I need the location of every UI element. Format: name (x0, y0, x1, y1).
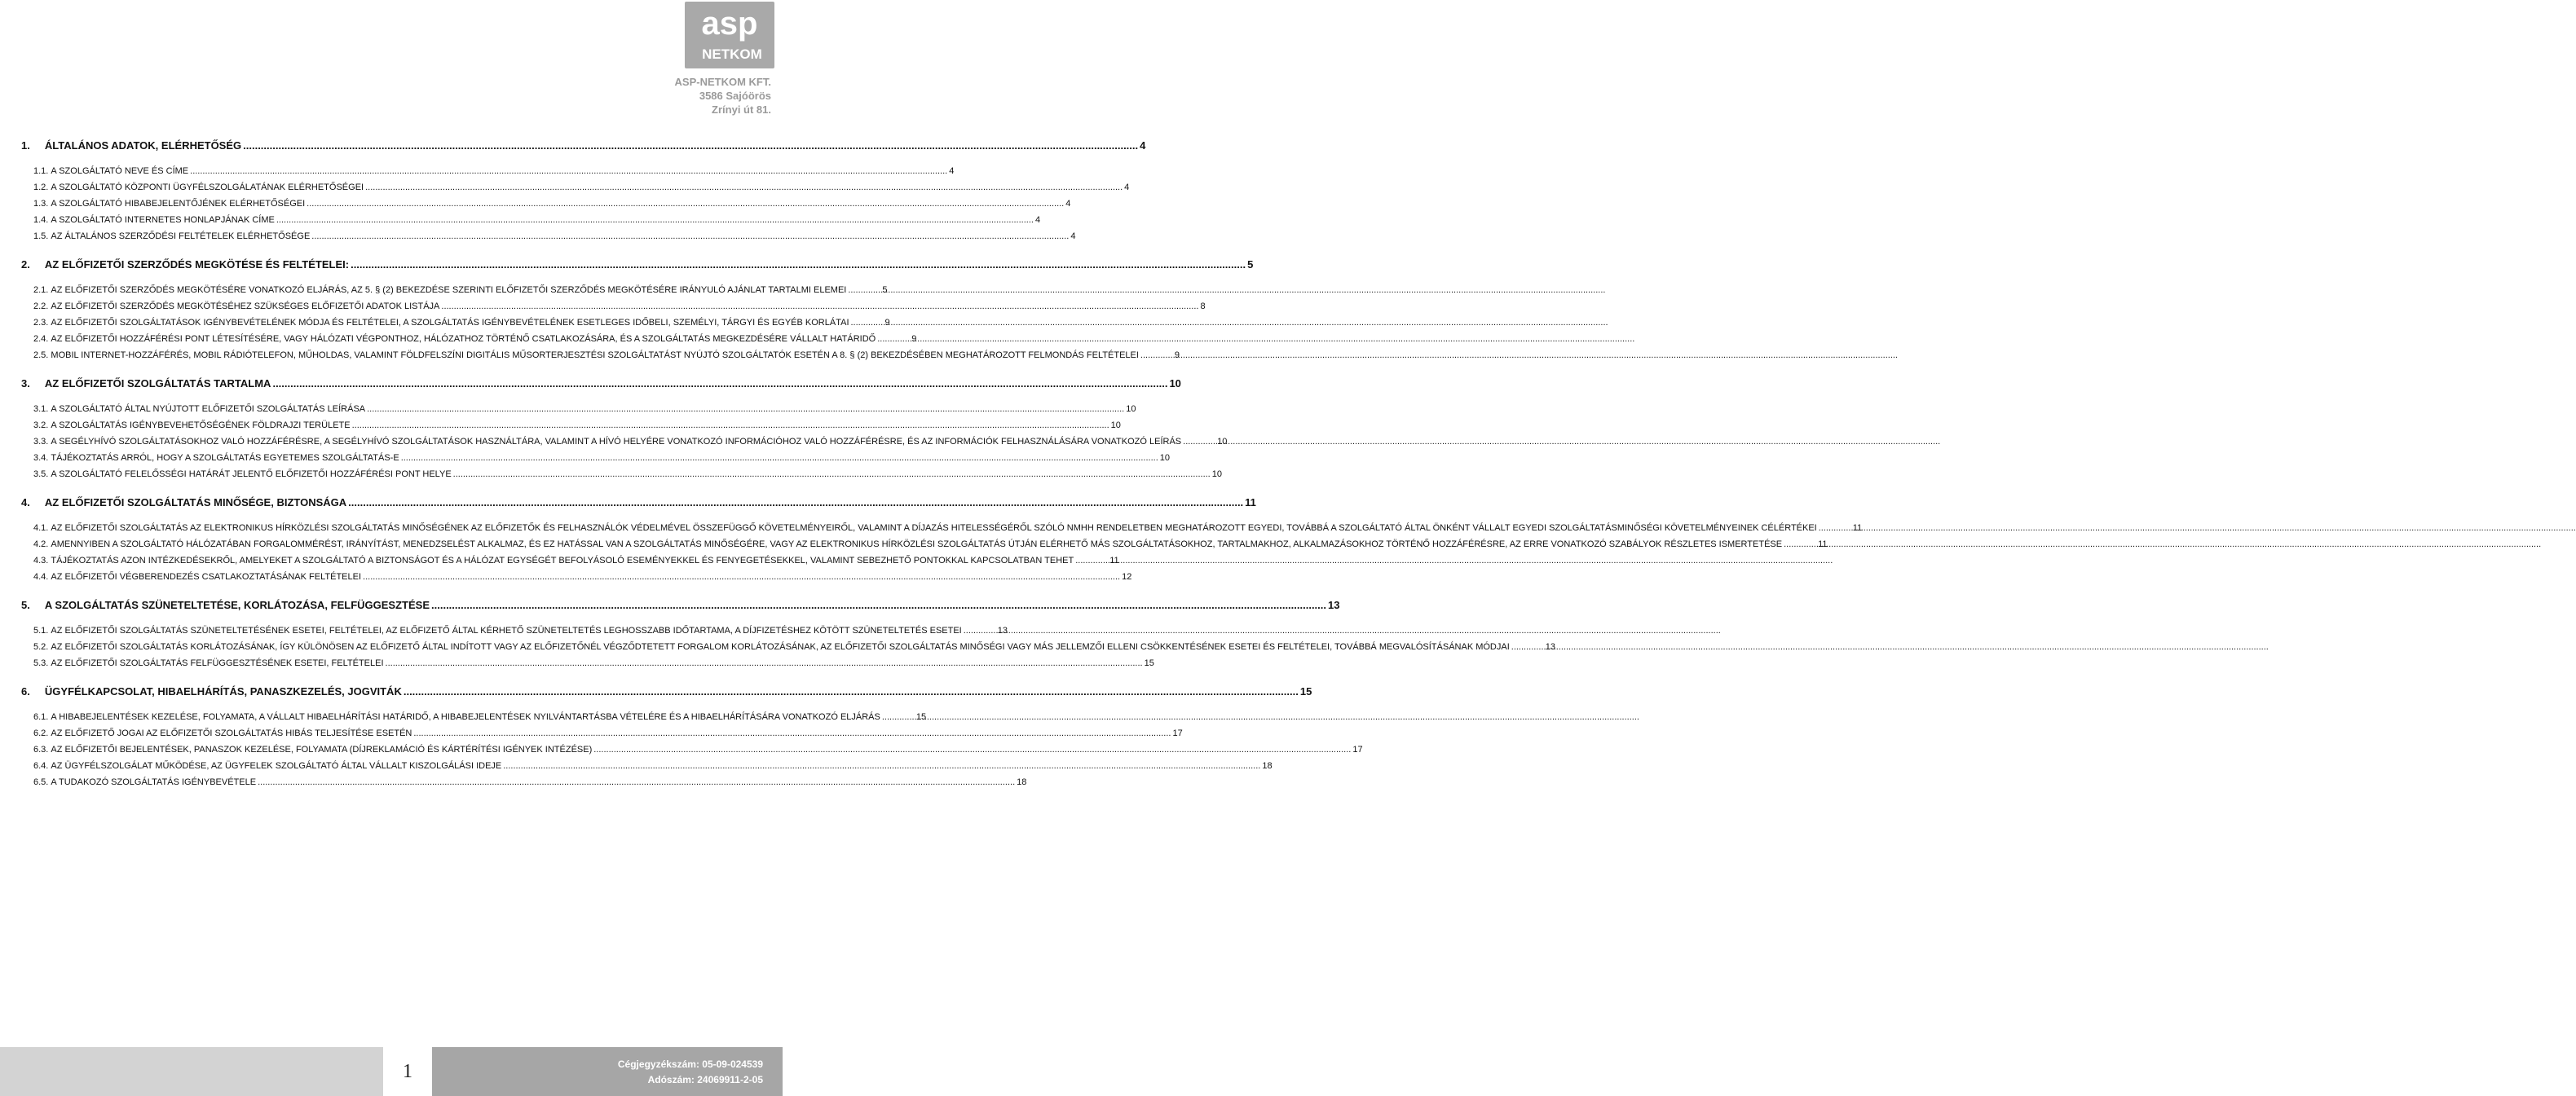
toc-entry-number: 4.4. (33, 572, 49, 582)
toc-dot-leader (404, 683, 1299, 701)
toc-entry-number: 4. (21, 496, 30, 508)
toc-entry-page: 11 (1109, 556, 1119, 566)
toc-dot-leader (311, 228, 1069, 244)
toc-entry-title: MOBIL INTERNET-HOZZÁFÉRÉS, MOBIL RÁDIÓTELEFON, MŰHOLDAS, VALAMINT FÖLDFELSZÍNI DIGITÁLIS MŰSORTERJESZTÉSI SZOLGÁLTATÁST NYÚJTÓ SZOLGÁLTATÓK ESETÉN A 8. § (2) BEKEZDÉSÉBEN MEGHATÁROZOTT FELMONDÁS FELTÉTELEI (51, 350, 1139, 360)
toc-entry-number: 4.2. (33, 539, 49, 549)
toc-entry-number: 6. (21, 685, 30, 698)
toc-entry-page: 10 (1110, 420, 1121, 430)
toc-entry[interactable] (21, 228, 1076, 244)
toc-entry-title: A SZOLGÁLTATÓ FELELŐSSÉGI HATÁRÁT JELENTŐ ELŐFIZETŐI HOZZÁFÉRÉSI PONT HELYE (51, 469, 452, 479)
toc-dot-leader (877, 331, 910, 347)
table-of-contents (21, 137, 1863, 790)
toc-entry-page: 9 (1174, 350, 1180, 360)
toc-dot-leader (882, 709, 915, 725)
toc-entry-page: 10 (1159, 453, 1171, 463)
toc-entry[interactable] (21, 434, 1228, 450)
toc-entry-title: AZ ELŐFIZETŐI SZOLGÁLTATÁSOK IGÉNYBEVÉTELÉNEK MÓDJA ÉS FELTÉTELEI, A SZOLGÁLTATÁS IGÉNYBEVÉTELÉNEK ESETLEGES IDŐBELI, SZEMÉLYI, TÁRGYI ÉS EGYÉB KORLÁTAI (51, 318, 849, 328)
toc-entry-number: 6.1. (33, 712, 49, 722)
toc-entry[interactable] (21, 596, 1340, 614)
toc-entry-number: 2.4. (33, 334, 49, 344)
toc-entry-title: ÁLTALÁNOS ADATOK, ELÉRHETŐSÉG (44, 139, 242, 152)
toc-entry-title: A SZOLGÁLTATÓ KÖZPONTI ÜGYFÉLSZOLGÁLATÁNAK ELÉRHETŐSÉGEI (51, 183, 364, 192)
toc-entry-title: AZ ELŐFIZETŐI HOZZÁFÉRÉSI PONT LÉTESÍTÉSÉRE, VAGY HÁLÓZATI VÉGPONTHOZ, HÁLÓZATHOZ TÖRTÉNŐ CSATLAKOZÁSÁRA, ÉS A SZOLGÁLTATÁS MEGKEZDÉSÉRE VÁLLALT HATÁRIDŐ (51, 334, 876, 344)
toc-entry[interactable] (21, 331, 917, 347)
page-number: 1 (383, 1047, 432, 1096)
toc-entry-title: AZ ELŐFIZETŐI SZOLGÁLTATÁS TARTALMA (44, 377, 271, 390)
toc-dot-leader (441, 298, 1198, 315)
toc-entry-page: 4 (1034, 215, 1041, 225)
toc-entry-page: 11 (1818, 539, 1828, 549)
page-footer (0, 1047, 783, 1096)
toc-entry[interactable] (21, 450, 1171, 466)
toc-dot-leader (272, 375, 1167, 393)
toc-entry[interactable] (21, 639, 1556, 655)
toc-entry-title: TÁJÉKOZTATÁS ARRÓL, HOGY A SZOLGÁLTATÁS EGYETEMES SZOLGÁLTATÁS-E (51, 453, 399, 463)
toc-entry-number: 3.3. (33, 437, 49, 447)
toc-entry-title: AZ ELŐFIZETŐI SZOLGÁLTATÁS SZÜNETELTETÉSÉNEK ESETEI, FELTÉTELEI, AZ ELŐFIZETŐ ÁLTAL KÉRHETŐ SZÜNETELTETÉS LEGHOSSZABB IDŐTARTAMA, A DÍJFIZETÉSHEZ KÖTÖTT SZÜNETELTETÉS ESETEI (51, 626, 962, 636)
toc-entry-page: 4 (1070, 231, 1076, 241)
toc-entry[interactable] (21, 163, 955, 179)
toc-dot-leader (413, 725, 1171, 742)
toc-dot-leader (1511, 639, 1544, 655)
toc-entry-page: 18 (1262, 761, 1273, 771)
toc-entry-page: 18 (1017, 777, 1027, 787)
toc-entry-page: 4 (949, 166, 955, 176)
toc-entry-page: 9 (911, 334, 917, 344)
toc-entry-title: AZ ÁLTALÁNOS SZERZŐDÉSI FELTÉTELEK ELÉRHETŐSÉGE (51, 231, 311, 241)
toc-entry-page: 8 (1200, 302, 1206, 311)
toc-entry[interactable] (21, 569, 1132, 585)
toc-entry-title: AZ ELŐFIZETŐI SZOLGÁLTATÁS MINŐSÉGE, BIZTONSÁGA (44, 496, 347, 508)
toc-entry[interactable] (21, 758, 1273, 774)
toc-entry-number: 5.2. (33, 642, 49, 652)
toc-entry-number: 2.1. (33, 285, 49, 295)
toc-entry-page: 4 (1124, 183, 1130, 192)
toc-dot-leader (386, 655, 1143, 671)
toc-entry-page: 13 (1328, 599, 1340, 611)
toc-entry-number: 2.3. (33, 318, 49, 328)
logo-text-bottom: NETKOM (702, 46, 762, 62)
toc-entry-page: 10 (1169, 377, 1181, 390)
tax-number: Adószám: 24069911-2-05 (647, 1074, 763, 1085)
toc-dot-leader (851, 315, 884, 331)
toc-dot-leader (243, 137, 1138, 155)
toc-entry[interactable] (21, 655, 1154, 671)
toc-dot-leader (401, 450, 1158, 466)
toc-dot-leader (593, 742, 1351, 758)
toc-entry[interactable] (21, 552, 1119, 569)
toc-entry-number: 6.3. (33, 745, 49, 755)
toc-entry-title: A SZOLGÁLTATÁS IGÉNYBEVEHETŐSÉGÉNEK FÖLDRAJZI TERÜLETE (51, 420, 351, 430)
toc-entry[interactable] (21, 196, 1071, 212)
toc-entry-page: 10 (1217, 437, 1228, 447)
toc-dot-leader (431, 596, 1326, 614)
toc-entry-number: 4.1. (33, 523, 49, 533)
toc-entry-page: 4 (1140, 139, 1146, 152)
toc-dot-leader (367, 401, 1124, 417)
toc-entry-number: 3.5. (33, 469, 49, 479)
toc-entry-number: 4.3. (33, 556, 49, 566)
toc-entry[interactable] (21, 212, 1041, 228)
toc-entry-title: AZ ÜGYFÉLSZOLGÁLAT MŰKÖDÉSE, AZ ÜGYFELEK SZOLGÁLTATÓ ÁLTAL VÁLLALT KISZOLGÁLÁSI IDEJE (51, 761, 502, 771)
toc-dot-leader (307, 196, 1064, 212)
toc-entry[interactable] (21, 137, 1146, 155)
registration-info (618, 1057, 763, 1088)
toc-entry-title: A SZOLGÁLTATÓ NEVE ÉS CÍME (51, 166, 189, 176)
toc-entry-page: 15 (1144, 658, 1154, 668)
toc-entry-page: 13 (1545, 642, 1556, 652)
toc-entry-title: ÜGYFÉLKAPCSOLAT, HIBAELHÁRÍTÁS, PANASZKEZELÉS, JOGVITÁK (44, 685, 402, 698)
toc-dot-leader (503, 758, 1260, 774)
toc-entry-page: 11 (1852, 523, 1863, 533)
toc-entry-title: AZ ELŐFIZETŐI SZOLGÁLTATÁS KORLÁTOZÁSÁNAK, ÍGY KÜLÖNÖSEN AZ ELŐFIZETŐ ÁLTAL INDÍTOTT VAGY AZ ELŐFIZETŐNÉL VÉGZŐDTETETT FORGALOM KORLÁTOZÁSÁNAK, AZ ELŐFIZETŐI SZOLGÁLTATÁS MINŐSÉGI VAGY MÁS JELLEMZŐI ELLENI CSÖKKENTÉSÉNEK ESETEI ÉS FELTÉTELEI, TOVÁBBÁ MEGVALÓSÍTÁSÁNAK MÓDJAI (51, 642, 1510, 652)
toc-dot-leader (1075, 552, 1108, 569)
toc-dot-leader (1784, 536, 1816, 552)
toc-entry-page: 9 (884, 318, 890, 328)
toc-entry[interactable] (21, 417, 1121, 434)
company-logo (685, 2, 774, 68)
toc-dot-leader (276, 212, 1034, 228)
toc-entry-number: 1. (21, 139, 30, 152)
toc-entry-page: 5 (1247, 258, 1254, 271)
registration-number: Cégjegyzékszám: 05-09-024539 (617, 1059, 763, 1070)
toc-entry[interactable] (21, 494, 1256, 512)
toc-dot-leader (352, 417, 1109, 434)
toc-entry-title: A HIBABEJELENTÉSEK KEZELÉSE, FOLYAMATA, A VÁLLALT HIBAELHÁRÍTÁSI HATÁRIDŐ, A HIBABEJELENTÉSEK NYILVÁNTARTÁSBA VÉTELÉRE ÉS A HIBAELHÁRÍTÁSÁRA VONATKOZÓ ELJÁRÁS (51, 712, 880, 722)
toc-dot-leader (1183, 434, 1215, 450)
toc-entry-title: TÁJÉKOZTATÁS AZON INTÉZKEDÉSEKRŐL, AMELYEKET A SZOLGÁLTATÓ A BIZTONSÁGOT ÉS A HÁLÓZAT EGYSÉGÉT BEFOLYÁSOLÓ ESEMÉNYEKKEL ÉS FENYEGETÉSEKKEL, VALAMINT SEBEZHETŐ PONTOKKAL KAPCSOLATBAN TEHET (51, 556, 1074, 566)
toc-dot-leader (363, 569, 1120, 585)
toc-dot-leader (351, 256, 1246, 274)
toc-entry-page: 4 (1065, 199, 1071, 209)
toc-entry-title: A SZOLGÁLTATÓ HIBABEJELENTŐJÉNEK ELÉRHETŐSÉGEI (51, 199, 306, 209)
toc-entry-title: AZ ELŐFIZETŐI VÉGBERENDEZÉS CSATLAKOZTATÁSÁNAK FELTÉTELEI (51, 572, 362, 582)
toc-entry[interactable] (21, 282, 888, 298)
toc-entry-title: AZ ELŐFIZETŐI SZOLGÁLTATÁS AZ ELEKTRONIKUS HÍRKÖZLÉSI SZOLGÁLTATÁS MINŐSÉGÉNEK AZ ELŐFIZETŐK ÉS FELHASZNÁLÓK VÉDELMÉVEL ÖSSZEFÜGGŐ KÖVETELMÉNYEIRŐL, VALAMINT A DÍJAZÁS HITELESSÉGÉRŐL SZÓLÓ NMHH RENDELETBEN MEGHATÁROZOTT EGYEDI, TOVÁBBÁ A SZOLGÁLTATÓ ÁLTAL ÖNKÉNT VÁLLALT EGYEDI SZOLGÁLTATÁSMINŐSÉGI KÖVETELMÉNYEINEK CÉLÉRTÉKEI (51, 523, 1817, 533)
toc-entry-number: 5. (21, 599, 30, 611)
toc-entry-number: 1.3. (33, 199, 49, 209)
toc-entry-number: 5.3. (33, 658, 49, 668)
toc-dot-leader (365, 179, 1123, 196)
toc-entry[interactable] (21, 709, 927, 725)
toc-entry-number: 6.5. (33, 777, 49, 787)
toc-entry[interactable] (21, 256, 1254, 274)
toc-entry-title: A SEGÉLYHÍVÓ SZOLGÁLTATÁSOKHOZ VALÓ HOZZÁFÉRÉSRE, A SEGÉLYHÍVÓ SZOLGÁLTATÁSOK HASZNÁLTÁRA, VALAMINT A HÍVÓ HELYÉRE VONATKOZÓ INFORMÁCIÓHOZ VALÓ HOZZÁFÉRÉSRE, ÉS AZ INFORMÁCIÓK FELHASZNÁLÁSÁRA VONATKOZÓ LEÍRÁS (51, 437, 1182, 447)
toc-entry-number: 1.4. (33, 215, 49, 225)
toc-entry[interactable] (21, 315, 890, 331)
toc-entry-title: AMENNYIBEN A SZOLGÁLTATÓ HÁLÓZATÁBAN FORGALOMMÉRÉST, IRÁNYÍTÁST, MENEDZSELÉST ALKALMAZ, ÉS EZ HATÁSSAL VAN A SZOLGÁLTATÁS MINŐSÉGÉRE, VAGY AZ ELEKTRONIKUS HÍRKÖZLÉSI SZOLGÁLTATÁS ÚTJÁN ELÉRHETŐ MÁS SZOLGÁLTATÁSOKHOZ, TARTALMAKHOZ, ALKALMAZÁSOKHOZ TÖRTÉNŐ HOZZÁFÉRÉSRE, AZ ERRE VONATKOZÓ SZABÁLYOK RÉSZLETES ISMERTETÉSE (51, 539, 1783, 549)
toc-entry-number: 3.1. (33, 404, 49, 414)
toc-entry-title: AZ ELŐFIZETŐ JOGAI AZ ELŐFIZETŐI SZOLGÁLTATÁS HIBÁS TELJESÍTÉSE ESETÉN (51, 728, 412, 738)
toc-entry[interactable] (21, 347, 1180, 363)
toc-entry-number: 3. (21, 377, 30, 390)
toc-entry-page: 15 (915, 712, 927, 722)
toc-entry[interactable] (21, 375, 1181, 393)
toc-entry-number: 2.5. (33, 350, 49, 360)
toc-dot-leader (453, 466, 1211, 482)
toc-dot-leader (258, 774, 1015, 790)
toc-entry-title: A SZOLGÁLTATÓ INTERNETES HONLAPJÁNAK CÍME (51, 215, 275, 225)
toc-entry[interactable] (21, 298, 1206, 315)
toc-entry-number: 6.2. (33, 728, 49, 738)
toc-entry[interactable] (21, 179, 1130, 196)
toc-entry[interactable] (21, 536, 1828, 552)
toc-entry-number: 2. (21, 258, 30, 271)
toc-dot-leader (190, 163, 947, 179)
toc-dot-leader (848, 282, 880, 298)
company-city: 3586 Sajóörös (699, 90, 771, 102)
company-street: Zrínyi út 81. (712, 103, 771, 116)
toc-entry[interactable] (21, 401, 1136, 417)
toc-entry-title: A SZOLGÁLTATÁS SZÜNETELTETÉSE, KORLÁTOZÁSA, FELFÜGGESZTÉSE (44, 599, 430, 611)
toc-entry[interactable] (21, 725, 1183, 742)
toc-entry-number: 3.2. (33, 420, 49, 430)
toc-entry-page: 10 (1126, 404, 1136, 414)
toc-entry[interactable] (21, 466, 1222, 482)
logo-text-top: asp (701, 6, 758, 42)
toc-entry-page: 17 (1352, 745, 1363, 755)
toc-entry[interactable] (21, 623, 1008, 639)
toc-dot-leader (964, 623, 996, 639)
toc-entry-page: 17 (1172, 728, 1183, 738)
toc-entry[interactable] (21, 520, 1863, 536)
company-address (675, 75, 771, 117)
company-name: ASP-NETKOM KFT. (674, 76, 771, 88)
toc-entry-title: AZ ELŐFIZETŐI SZERZŐDÉS MEGKÖTÉSE ÉS FELTÉTELEI: (44, 258, 350, 271)
toc-entry-page: 13 (997, 626, 1008, 636)
toc-entry-title: AZ ELŐFIZETŐI SZERZŐDÉS MEGKÖTÉSÉHEZ SZÜKSÉGES ELŐFIZETŐI ADATOK LISTÁJA (51, 302, 440, 311)
toc-entry-number: 1.5. (33, 231, 49, 241)
toc-entry-page: 15 (1299, 685, 1312, 698)
toc-entry-title: A SZOLGÁLTATÓ ÁLTAL NYÚJTOTT ELŐFIZETŐI SZOLGÁLTATÁS LEÍRÁSA (51, 404, 366, 414)
toc-entry[interactable] (21, 742, 1363, 758)
toc-entry-number: 6.4. (33, 761, 49, 771)
toc-dot-leader (1819, 520, 1851, 536)
footer-registration-panel (432, 1047, 783, 1096)
toc-entry[interactable] (21, 683, 1312, 701)
toc-entry-number: 3.4. (33, 453, 49, 463)
toc-entry-page: 10 (1211, 469, 1222, 479)
toc-entry-page: 12 (1122, 572, 1132, 582)
toc-entry-number: 2.2. (33, 302, 49, 311)
toc-entry[interactable] (21, 774, 1027, 790)
toc-entry-title: A TUDAKOZÓ SZOLGÁLTATÁS IGÉNYBEVÉTELE (51, 777, 257, 787)
toc-entry-page: 11 (1245, 496, 1256, 508)
toc-dot-leader (348, 494, 1243, 512)
toc-entry-title: AZ ELŐFIZETŐI SZERZŐDÉS MEGKÖTÉSÉRE VONATKOZÓ ELJÁRÁS, AZ 5. § (2) BEKEZDÉSE SZERINTI ELŐFIZETŐI SZERZŐDÉS MEGKÖTÉSÉRE IRÁNYULÓ AJÁNLAT TARTALMI ELEMEI (51, 285, 847, 295)
toc-entry-title: AZ ELŐFIZETŐI SZOLGÁLTATÁS FELFÜGGESZTÉSÉNEK ESETEI, FELTÉTELEI (51, 658, 384, 668)
toc-entry-page: 5 (882, 285, 888, 295)
toc-entry-number: 5.1. (33, 626, 49, 636)
toc-entry-title: AZ ELŐFIZETŐI BEJELENTÉSEK, PANASZOK KEZELÉSE, FOLYAMATA (DÍJREKLAMÁCIÓ ÉS KÁRTÉRÍTÉSI IGÉNYEK INTÉZÉSE) (51, 745, 593, 755)
toc-entry-number: 1.1. (33, 166, 49, 176)
toc-dot-leader (1140, 347, 1173, 363)
toc-entry-number: 1.2. (33, 183, 49, 192)
